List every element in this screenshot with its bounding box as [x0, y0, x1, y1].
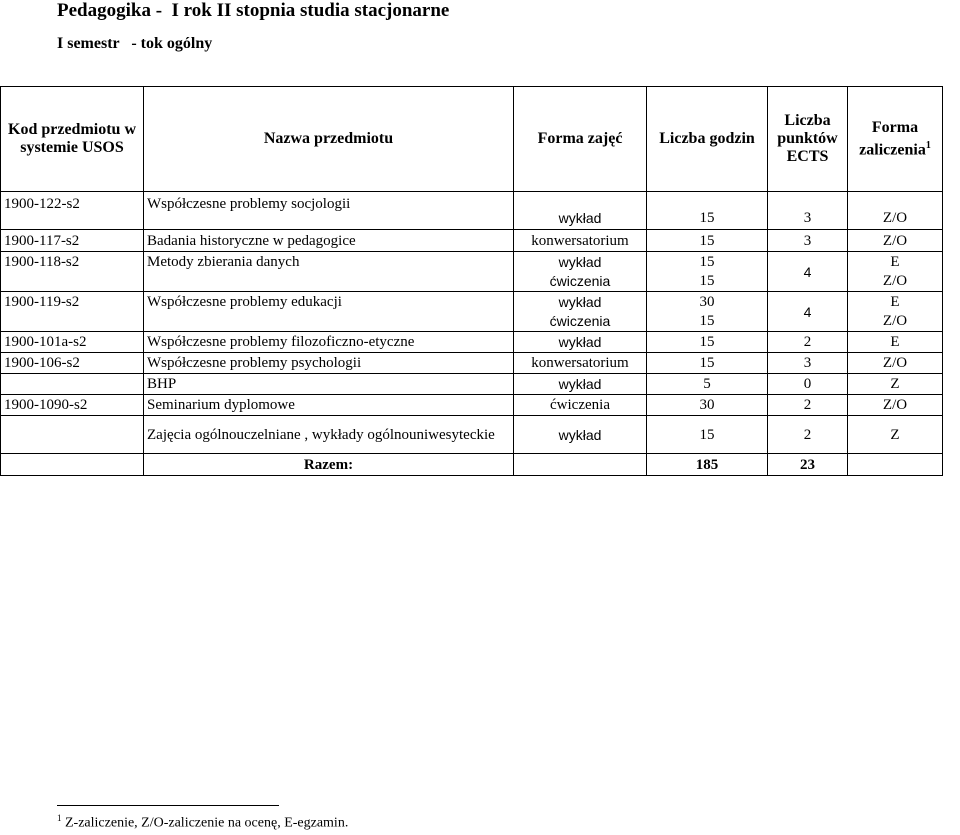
course-exam: Z/O: [848, 353, 943, 374]
course-hours: 30: [647, 395, 768, 416]
footnote-mark: 1: [57, 813, 62, 823]
course-form-2: ćwiczenia: [514, 272, 647, 292]
table-row: [1, 332, 943, 353]
table-row: [1, 292, 943, 312]
footnote-divider: [57, 805, 279, 806]
course-form: konwersatorium: [514, 230, 647, 252]
course-ects: 4: [768, 252, 848, 292]
course-name: Badania historyczne w pedagogice: [144, 230, 514, 252]
course-hours-2: 15: [647, 312, 768, 332]
course-hours: 15: [647, 192, 768, 230]
course-code: 1900-119-s2: [1, 292, 144, 312]
course-form: wykład: [514, 252, 647, 272]
course-code: 1900-101a-s2: [1, 332, 144, 353]
course-form: wykład: [514, 292, 647, 312]
course-name: Współczesne problemy psychologii: [144, 353, 514, 374]
course-form-2: ćwiczenia: [514, 312, 647, 332]
header-code: Kod przedmiotu w systemie USOS: [1, 87, 144, 192]
footnote-text: Z-zaliczenie, Z/O-zaliczenie na ocenę, E-egzamin.: [61, 815, 349, 831]
header-exam: [848, 87, 943, 192]
semester-subtitle: I semestr - tok ogólny: [57, 35, 213, 52]
course-ects: 2: [768, 332, 848, 353]
course-form: wykład: [514, 332, 647, 353]
course-name: BHP: [144, 374, 514, 395]
course-exam-2: Z/O: [848, 272, 943, 292]
course-hours: 15: [647, 353, 768, 374]
course-form: wykład: [514, 416, 647, 454]
course-exam: Z/O: [848, 395, 943, 416]
course-exam: Z: [848, 416, 943, 454]
header-exam-label: Forma zaliczenia: [859, 118, 926, 159]
course-exam: E: [848, 252, 943, 272]
header-name: Nazwa przedmiotu: [144, 87, 514, 192]
course-ects: 3: [768, 353, 848, 374]
course-name: Współczesne problemy socjologii: [144, 192, 514, 230]
total-label: Razem:: [144, 454, 514, 476]
table-row: [1, 395, 943, 416]
course-code: [1, 416, 144, 454]
course-form: konwersatorium: [514, 353, 647, 374]
course-name: Współczesne problemy edukacji: [144, 292, 514, 312]
course-hours: 30: [647, 292, 768, 312]
course-exam-2: Z/O: [848, 312, 943, 332]
course-exam: E: [848, 332, 943, 353]
course-exam: Z: [848, 374, 943, 395]
table-row: [1, 230, 943, 252]
course-code: 1900-118-s2: [1, 252, 144, 272]
course-code: 1900-122-s2: [1, 192, 144, 230]
table-row: [1, 353, 943, 374]
courses-table: [0, 86, 943, 476]
course-exam: Z/O: [848, 230, 943, 252]
table-row: [1, 374, 943, 395]
course-code: 1900-117-s2: [1, 230, 144, 252]
course-ects: 4: [768, 292, 848, 332]
course-ects: 0: [768, 374, 848, 395]
header-exam-note: 1: [925, 139, 931, 151]
course-ects: 3: [768, 230, 848, 252]
course-name: Współczesne problemy filozoficzno-etyczne: [144, 332, 514, 353]
course-exam: E: [848, 292, 943, 312]
course-hours: 15: [647, 252, 768, 272]
course-ects: 2: [768, 416, 848, 454]
table-row: [1, 252, 943, 272]
course-exam: Z/O: [848, 192, 943, 230]
course-hours: 15: [647, 332, 768, 353]
header-hours: Liczba godzin: [647, 87, 768, 192]
course-name: Zajęcia ogólnouczelniane , wykłady ogólnouniwesyteckie: [144, 416, 514, 454]
course-form: wykład: [514, 374, 647, 395]
course-hours: 15: [647, 416, 768, 454]
course-name: Metody zbierania danych: [144, 252, 514, 272]
header-row: [1, 87, 943, 192]
page-title: Pedagogika - I rok II stopnia studia stacjonarne: [57, 0, 450, 21]
course-name: Seminarium dyplomowe: [144, 395, 514, 416]
course-hours-2: 15: [647, 272, 768, 292]
table-row: [1, 416, 943, 454]
course-hours: 5: [647, 374, 768, 395]
header-form: Forma zajęć: [514, 87, 647, 192]
course-code: 1900-106-s2: [1, 353, 144, 374]
course-ects: 2: [768, 395, 848, 416]
course-ects: 3: [768, 192, 848, 230]
course-code: 1900-1090-s2: [1, 395, 144, 416]
total-hours: 185: [647, 454, 768, 476]
course-form: ćwiczenia: [514, 395, 647, 416]
header-ects: Liczba punktów ECTS: [768, 87, 848, 192]
course-code: [1, 374, 144, 395]
table-row: [1, 192, 943, 230]
total-ects: 23: [768, 454, 848, 476]
footnote: [57, 813, 348, 832]
course-form: wykład: [514, 192, 647, 230]
total-row: [1, 454, 943, 476]
course-hours: 15: [647, 230, 768, 252]
